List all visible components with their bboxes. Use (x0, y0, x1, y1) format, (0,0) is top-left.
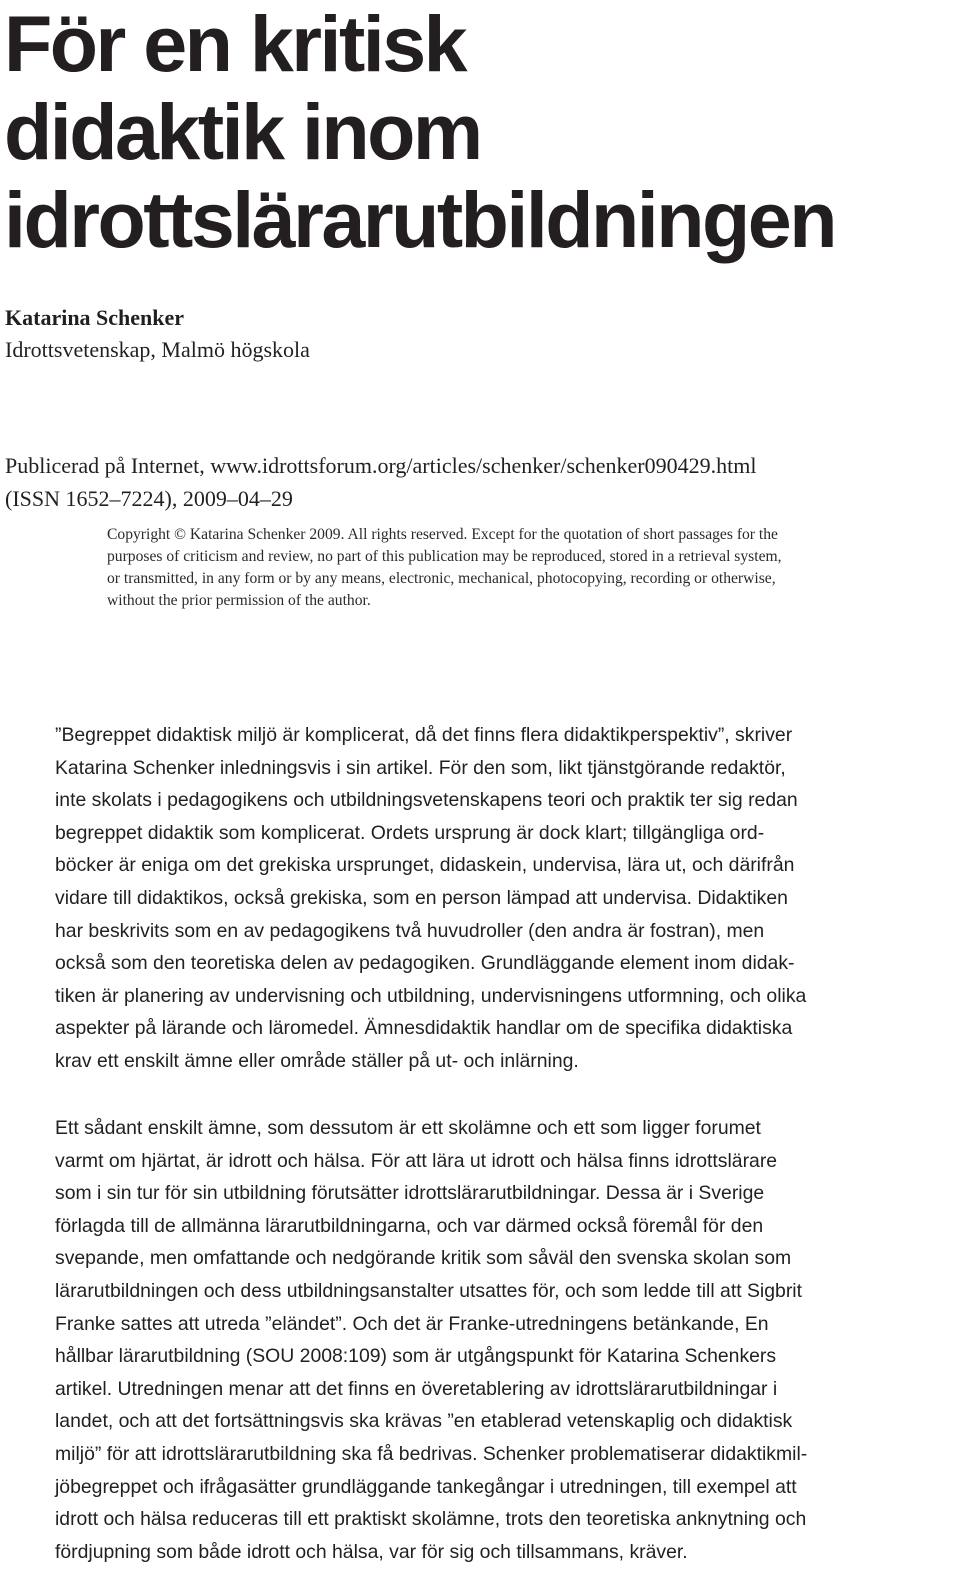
paragraph-line: tiken är planering av undervisning och utbildning, undervisningens utformning, och olika (55, 984, 807, 1007)
paragraph-line: förlagda till de allmänna lärarutbildningarna, och var därmed också föremål för den (55, 1214, 764, 1237)
paragraph-line: har beskrivits som en av pedagogikens två huvudroller (den andra är fostran), men (55, 919, 765, 942)
paragraph-line: landet, och att det fortsättningsvis ska krävas ”en etablerad vetenskaplig och didaktisk (55, 1410, 793, 1433)
paragraph-line: krav ett enskilt ämne eller område ställer på ut- och inlärning. (55, 1049, 579, 1072)
copyright-line: Copyright © Katarina Schenker 2009. All rights reserved. Except for the quotation of short passages for the (107, 526, 778, 543)
paragraph-line: miljö” för att idrottslärarutbildning ska få bedrivas. Schenker problematiserar didaktikmil- (55, 1442, 808, 1465)
paragraph-line: böcker är eniga om det grekiska ursprunget, didaskein, undervisa, lära ut, och därifrån (55, 854, 795, 877)
copyright-notice (107, 524, 957, 612)
copyright-line: purposes of criticism and review, no part of this publication may be reproduced, stored in a retrieval system, (107, 548, 782, 565)
copyright-line: or transmitted, in any form or by any means, electronic, mechanical, photocopying, recording or otherwise, (107, 570, 776, 587)
intro-paragraph-1 (55, 719, 955, 1078)
paragraph-line: Franke sattes att utreda ”eländet”. Och det är Franke-utredningens betänkande, En (55, 1312, 769, 1335)
title-line: didaktik inom (4, 87, 481, 176)
intro-paragraph-2 (55, 1112, 955, 1568)
publication-info (5, 449, 756, 515)
paragraph-line: ”Begreppet didaktisk miljö är komplicerat, då det finns flera didaktikperspektiv”, skriver (55, 724, 793, 746)
paragraph-line: idrott och hälsa reduceras till ett praktiskt skolämne, trots den teoretiska anknytning och (55, 1508, 807, 1531)
paragraph-line: också som den teoretiska delen av pedagogiken. Grundläggande element inom didak- (55, 952, 795, 975)
paragraph-line: begreppet didaktik som komplicerat. Ordets ursprung är dock klart; tillgängliga ord- (55, 821, 765, 844)
publication-url-line: Publicerad på Internet, www.idrottsforum.org/articles/schenker/schenker090429.html (5, 453, 757, 478)
paragraph-line: varmt om hjärtat, är idrott och hälsa. För att lära ut idrott och hälsa finns idrottslärare (55, 1149, 778, 1172)
paragraph-line: Ett sådant enskilt ämne, som dessutom är ett skolämne och ett som ligger forumet (55, 1117, 761, 1139)
paragraph-line: artikel. Utredningen menar att det finns en överetablering av idrottslärarutbildningar i (55, 1377, 778, 1400)
title-line: För en kritisk (4, 0, 466, 88)
author-affiliation: Idrottsvetenskap, Malmö högskola (5, 337, 310, 362)
paragraph-line: inte skolats i pedagogikens och utbildningsvetenskapens teori och praktik ter sig redan (55, 789, 798, 812)
copyright-line: without the prior permission of the author. (107, 592, 371, 609)
paragraph-line: svepande, men omfattande och nedgörande kritik som såväl den svenska skolan som (55, 1247, 792, 1270)
article-title (4, 0, 835, 264)
paragraph-line: lärarutbildningen och dess utbildningsanstalter utsattes för, och som ledde till att Sigbrit (55, 1279, 802, 1302)
paragraph-line: jöbegreppet och ifrågasätter grundläggande tankegångar i utredningen, till exempel att (55, 1475, 797, 1498)
paragraph-line: vidare till didaktikos, också grekiska, som en person lämpad att undervisa. Didaktiken (55, 886, 788, 909)
paragraph-line: hållbar lärarutbildning (SOU 2008:109) som är utgångspunkt för Katarina Schenkers (55, 1345, 777, 1368)
publication-issn-line: (ISSN 1652–7224), 2009–04–29 (5, 486, 293, 511)
paragraph-line: fördjupning som både idrott och hälsa, var för sig och tillsammans, kräver. (55, 1540, 688, 1563)
paragraph-line: Katarina Schenker inledningsvis i sin artikel. För den som, likt tjänstgörande redaktör, (55, 756, 786, 779)
author-name: Katarina Schenker (5, 305, 185, 330)
paragraph-line: som i sin tur för sin utbildning förutsätter idrottslärarutbildningar. Dessa är i Sverige (55, 1182, 765, 1205)
paragraph-line: aspekter på lärande och läromedel. Ämnesdidaktik handlar om de specifika didaktiska (55, 1017, 793, 1040)
title-line: idrottslärarutbildningen (4, 175, 835, 264)
